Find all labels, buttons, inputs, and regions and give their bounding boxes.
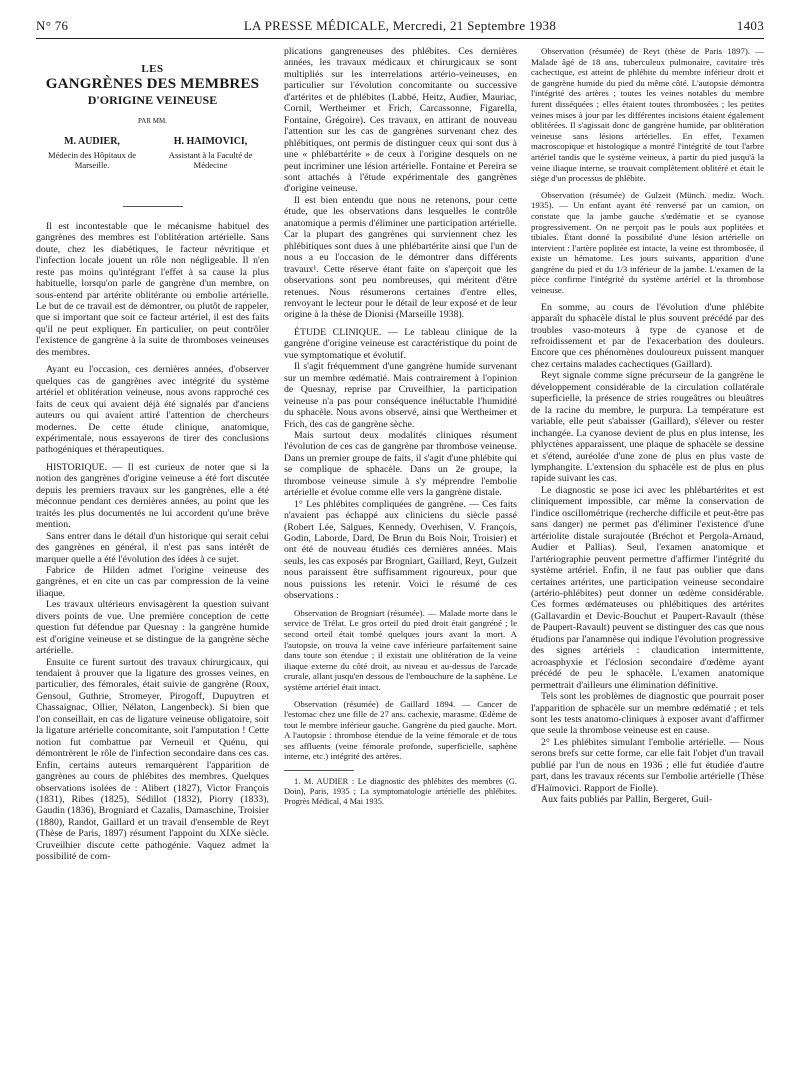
paragraph: plications gangreneuses des phlébites. Ces dernières années, les travaux médicaux et chirurgicaux se sont multipliés sur les interrelations artério-veineuses, en particulier sur l'évolution concomitante ou successive d'artérites et de phlébites (Labbé, Heitz, Audier, Mauriac, Cornil, Wertheimer et Frich, Carcassonne, Figarella, Fontaine, Grégoire). Ces travaux, en attirant de nouveau l'attention sur les cas de gangrènes survenant chez des phlébitiques, ont permis de distinguer ceux qui sont dus à une « phlébartérite » de ceux à l'origine desquels on ne peut incriminer une lésion artérielle. Fontaine et Pereira se sont attachés à l'étude expérimentale des gangrènes d'origine veineuse. bbox=[284, 46, 517, 195]
author-1 bbox=[36, 136, 148, 170]
paragraph: Le diagnostic se pose ici avec les phlébartérites et est cliniquement impossible, car même la conservation de l'indice oscillométrique (recherche difficile et peut-être pas sans danger) ne permet pas d'éliminer l'existence d'une artériolite distale surajoutée (Bréchot et Pergola-Arnaud, Audier et Pallias). Seul, l'examen anatomique et l'artériographie peuvent permettre d'affirmer l'intégrité du système artériel. Enfin, il ne faut pas oublier que dans certaines artérites, une participation veineuse secondaire (artério-phlébites) peut donner un œdème considérable. Ces formes œdémateuses ou phlébitiques des artérites (Gallavardin et Devic-Bouchut et Paupert-Ravault (thèse de Paupert-Ravault) peuvent se distinguer des cas que nous étudions par l'anamnèse qui indique l'évolution progressive des signes artériels : claudication intermittente, acroasphyxie et l'éclosion secondaire d'œdème ayant précédé de peu le sphacèle. L'examen anatomique permettrait d'ailleurs une élimination définitive. bbox=[531, 484, 764, 691]
paragraph: 2° Les phlébites simulant l'embolie artérielle. — Nous serons brefs sur cette forme, car elle fait l'objet d'un travail publié par l'un de nous en 1936 ; elle fut étudiée d'autre part, dans les travaux récents sur l'embolie artérielle (Thèse d'Haïmovici. Rapport de Fiolle). bbox=[531, 736, 764, 794]
footnote: 1. M. AUDIER : Le diagnostic des phlébites des membres (G. Doin), Paris, 1935 ; La symptomatologie artérielle des phlébites. Progrès Médical, 4 Mai 1935. bbox=[284, 777, 517, 807]
paragraph: HISTORIQUE. — Il est curieux de noter que si la notion des gangrènes d'origine veineuse a été fort discutée depuis les premiers travaux sur les gangrènes, elle a été méconnue pendant ces dernières années, au point que les traités les plus documentés ne lui accordent qu'une brève mention. bbox=[36, 461, 269, 531]
header-rule bbox=[36, 38, 764, 39]
paragraph: Il est incontestable que le mécanisme habituel des gangrènes des membres est l'oblitération artérielle. Sans doute, chez les diabétiques, le facteur névritique et l'infection locale jouent un rôle non négligeable. Il n'en reste pas moins qu'intégrant l'effet à sa cause la plus habituelle, lorsqu'on parle de gangrène d'un membre, on sous-entend par artérite oblitérante ou embolie artérielle. Le but de ce travail est de démontrer, ou plutôt de rappeler, que si important que soit ce facteur artériel, il est des faits qu'il ne peut expliquer. En particulier, on peut contrôler l'existence de gangrène à la suite de thromboses veineuses des membres. bbox=[36, 220, 269, 358]
page-number: 1403 bbox=[736, 18, 764, 33]
title-les: LES bbox=[141, 63, 164, 75]
observation: Observation (résumée) de Gaillard 1894. — Cancer de l'estomac chez une fille de 27 ans. cachexie, marasme. Œdème de tout le membre inférieur gauche. Gangrène du pied gauche. Mort. A l'autopsie : thrombose étendue de la veine fémorale et de tous ses affluents (veine fémorale profonde, superficielle, saphène interne, etc.) intégrité des artères. bbox=[284, 698, 517, 762]
running-header bbox=[36, 18, 764, 36]
paragraph: Ayant eu l'occasion, ces dernières années, d'observer quelques cas de gangrènes avec intégrité du système artériel et oblitération veineuse, nous avons rapproché ces faits de ceux qui avaient déjà été signalés par d'anciens auteurs ou qui avaient attiré l'attention de chercheurs modernes. De cette étude clinique, anatomique, expérimentale, nous essayerons de tirer des conclusions pathogéniques et thérapeutiques. bbox=[36, 364, 269, 456]
paragraph: 1° Les phlébites compliquées de gangrène. — Ces faits n'avaient pas échappé aux cliniciens du siècle passé (Robert Lée, Salgues, Kennedy, Overhisen, V. François, Godin, Laborde, Dard, De Brun du Bois Noir, Troisier) et ont été de nouveau étudiés ces dernières années. Mais seuls, les cas exposés par Brogniart, Gaillard, Reyt, Gulzeit nous paraissent être suffisamment rigoureux, pour que nous puissions les retenir. Voici le résumé de ces observations : bbox=[284, 498, 517, 602]
paragraph: Reyt signale comme signe précurseur de la gangrène le développement considérable de la circulation collatérale superficielle, la présence de stries rougeâtres ou bleuâtres de la racine du membre, le purpura. La température est variable, elle peut s'abaisser (Gaillard), s'élever ou rester inchangée. La cyanose devient de plus en plus intense, les phlyctènes apparaissent, une plaque de sphacèle se dessine et s'étend, auréolée d'une zone de plus en plus vaste de lymphangite. L'extension du sphacèle est de plus en plus rapide suivant les cas. bbox=[531, 370, 764, 485]
author-1-name: M. AUDIER, bbox=[64, 135, 120, 147]
column-1 bbox=[36, 46, 269, 863]
byline: PAR MM. bbox=[138, 117, 167, 126]
paragraph: Les travaux ultérieurs envisagèrent la question suivant divers points de vue. Une première conception de cette question fut défendue par Quesnay : la gangrène humide est d'origine veineuse et se distingue de la gangrène sèche artérielle. bbox=[36, 599, 269, 657]
article-title bbox=[36, 64, 269, 106]
author-1-affiliation: Médecin des Hôpitaux de Marseille. bbox=[47, 150, 137, 171]
paragraph: Ensuite ce furent surtout des travaux chirurgicaux, qui tendaient à prouver que la ligature des grosses veines, en particulier, des fémorales, était suivie de gangrène (Roux, Gensoul, Guthrie, Stromeyer, Pirogoff, Dupuytren et Chassaignac, Ollier, Nélaton, Langenbeck). Si bien que l'on conseillait, en cas de ligature veineuse obligatoire, soit la ligature artérielle concomitante, soit l'amputation ! Cette notion fut combattue par Verneuil et Quénu, qui démontrèrent le rôle de l'infection secondaire dans ces cas. Enfin, certains auteurs remarquèrent l'apparition de gangrènes au cours de phlébites des membres. Quelques observations isolées de : Alibert (1827), Victor François (1831), Ribes (1825), Sédillot (1832), Piorry (1833), Gaudin (1836), Brogniard et Cazalis, Damaschine, Troisier (1880), Randot, Gaillard et un travail d'ensemble de Reyt (Thèse de Paris, 1897) résument l'appoint du XIXe siècle. Cruveilhier discute cette pathogénie. Vaquez admet la possibilité de com- bbox=[36, 656, 269, 863]
paragraph: En somme, au cours de l'évolution d'une phlébite apparaît du sphacèle distal le plus souvent précédé par des troubles vaso-moteurs à type de cyanose et de refroidissement et par de l'exacerbation des douleurs. Encore que ces phénomènes douloureux puissent manquer chez certains malades cachectiques (Gaillard). bbox=[531, 301, 764, 370]
issue-number: N° 76 bbox=[36, 18, 69, 33]
paragraph: Aux faits publiés par Pallin, Bergeret, Guil- bbox=[541, 794, 713, 806]
author-2-name: H. HAIMOVICI, bbox=[173, 135, 248, 147]
author-2-affiliation: Assistant à la Faculté de Médecine bbox=[168, 150, 253, 171]
column-3 bbox=[531, 46, 764, 806]
title-main: GANGRÈNES DES MEMBRES bbox=[45, 76, 260, 93]
paragraph: Mais surtout deux modalités cliniques résument l'évolution de ces cas de gangrène par thrombose veineuse. Dans un premier groupe de faits, il s'agit d'une phlébite qui se complique de sphacèle. Dans un 2e groupe, la thrombose veineuse simule à s'y méprendre l'embolie artérielle et évolue comme elle vers la gangrène distale. bbox=[284, 429, 517, 499]
column-2 bbox=[284, 46, 517, 807]
paragraph: Tels sont les problèmes de diagnostic que pourrait poser l'apparition de sphacèle sur un membre œdématié ; et tels sont les tests anatomo-cliniques à exposer avant d'affirmer que seule la thrombose veineuse est en cause. bbox=[531, 691, 764, 737]
title-sub: D'ORIGINE VEINEUSE bbox=[87, 92, 218, 107]
paragraph: Sans entrer dans le détail d'un historique qui serait celui des gangrènes en général, il n'est pas sans intérêt de marquer quelle a été l'évolution des idées à ce sujet. bbox=[36, 530, 269, 565]
journal-title: LA PRESSE MÉDICALE, Mercredi, 21 Septembre 1938 bbox=[243, 18, 557, 33]
author-2 bbox=[152, 136, 269, 170]
authors bbox=[36, 136, 269, 192]
paragraph: Il est bien entendu que nous ne retenons, pour cette étude, que les observations dans lesquelles le contrôle anatomique a permis d'éliminer une participation artérielle. Car la plupart des gangrènes qui surviennent chez les phlébitiques sont dues à une phlébartérite ainsi que l'un de nous a eu l'occasion de le démontrer dans différents travaux¹. Cette réserve étant faite on s'aperçoit que les observations sont peu nombreuses, qui méritent d'être retenues. Nous résumerons certaines d'entre elles, renvoyant le lecteur pour le détail de leur exposé et de leur origine à la thèse de Dionisi (Marseille 1938). bbox=[284, 194, 517, 321]
observation: Observation (résumée) de Gulzeit (Münch. mediz. Woch. 1935). — Un enfant ayant été renversé par un camion, on constate que la jambe gauche s'œdématie et se cyanose progressivement. On ne perçoit pas le pouls aux poplitées et tibiales. Étant donné la possibilité d'une lésion artérielle on intervient : l'artère poplitée est intacte, la veine est thrombosée, il existe un hématome. Les jours suivants, apparition d'une gangrène du pied et du 1/3 inférieur de la jambe. L'examen de la pièce confirme l'intégrité du système artériel et la thrombose veineuse. bbox=[531, 189, 764, 296]
footnote-rule bbox=[284, 770, 354, 771]
observation: Observation (résumée) de Reyt (thèse de Paris 1897). — Malade âgé de 18 ans, tuberculeux pulmonaire, cavitaire très cachectique, est atteint de phlébite du membre inférieur droit et de gangrène humide du pied du même côté. L'autopsie démontra l'intégrité des artères ; toutes les veines notables du membre furent disséquées ; elles étaient toutes thrombosées ; les petites veines mises à jour par les différentes incisions étaient également oblitérées. Il s'agissait donc de gangrène humide, par oblitération veineuse sans lésions artérielles. En effet, l'examen macroscopique et histologique a montré l'intégrité de tout l'arbre artériel tandis que le système veineux, à partir du pied jusqu'à la veine iliaque interne, se trouvait complètement oblitéré et était le siège d'un processus de phlébite. bbox=[531, 46, 764, 184]
observation: Observation de Brogniart (résumée). — Malade morte dans le service de Trélat. Le gros orteil du pied droit était gangréné ; le second orteil était tombé quelques jours avant la mort. A l'autopsie, on trouva la veine cave inférieure parfaitement saine dans toute son étendue ; il existait une oblitération de la veine iliaque externe du côté droit, au niveau et au-dessus de l'arcade crurale, allant jusqu'en dessous de l'embouchure de la saphène. Le système artériel était intact. bbox=[284, 607, 517, 692]
paragraph: ÉTUDE CLINIQUE. — Le tableau clinique de la gangrène d'origine veineuse est caractéristique du point de vue symptomatique et évolutif. bbox=[284, 326, 517, 361]
paragraph: Il s'agit fréquemment d'une gangrène humide survenant sur un membre œdématié. Mais contrairement à l'opinion de Quesnay, reprise par Cruveilhier, la participation veineuse n'a pas pour conséquence inéluctable l'humidité du sphacèle. Nous avons observé, ainsi que Wertheimer et Frich, des cas de gangrène sèche. bbox=[284, 361, 517, 430]
paragraph: Fabrice de Hilden admet l'origine veineuse des gangrènes, et en cite un cas par compression de la veine iliaque. bbox=[36, 564, 269, 599]
title-separator bbox=[123, 206, 183, 207]
